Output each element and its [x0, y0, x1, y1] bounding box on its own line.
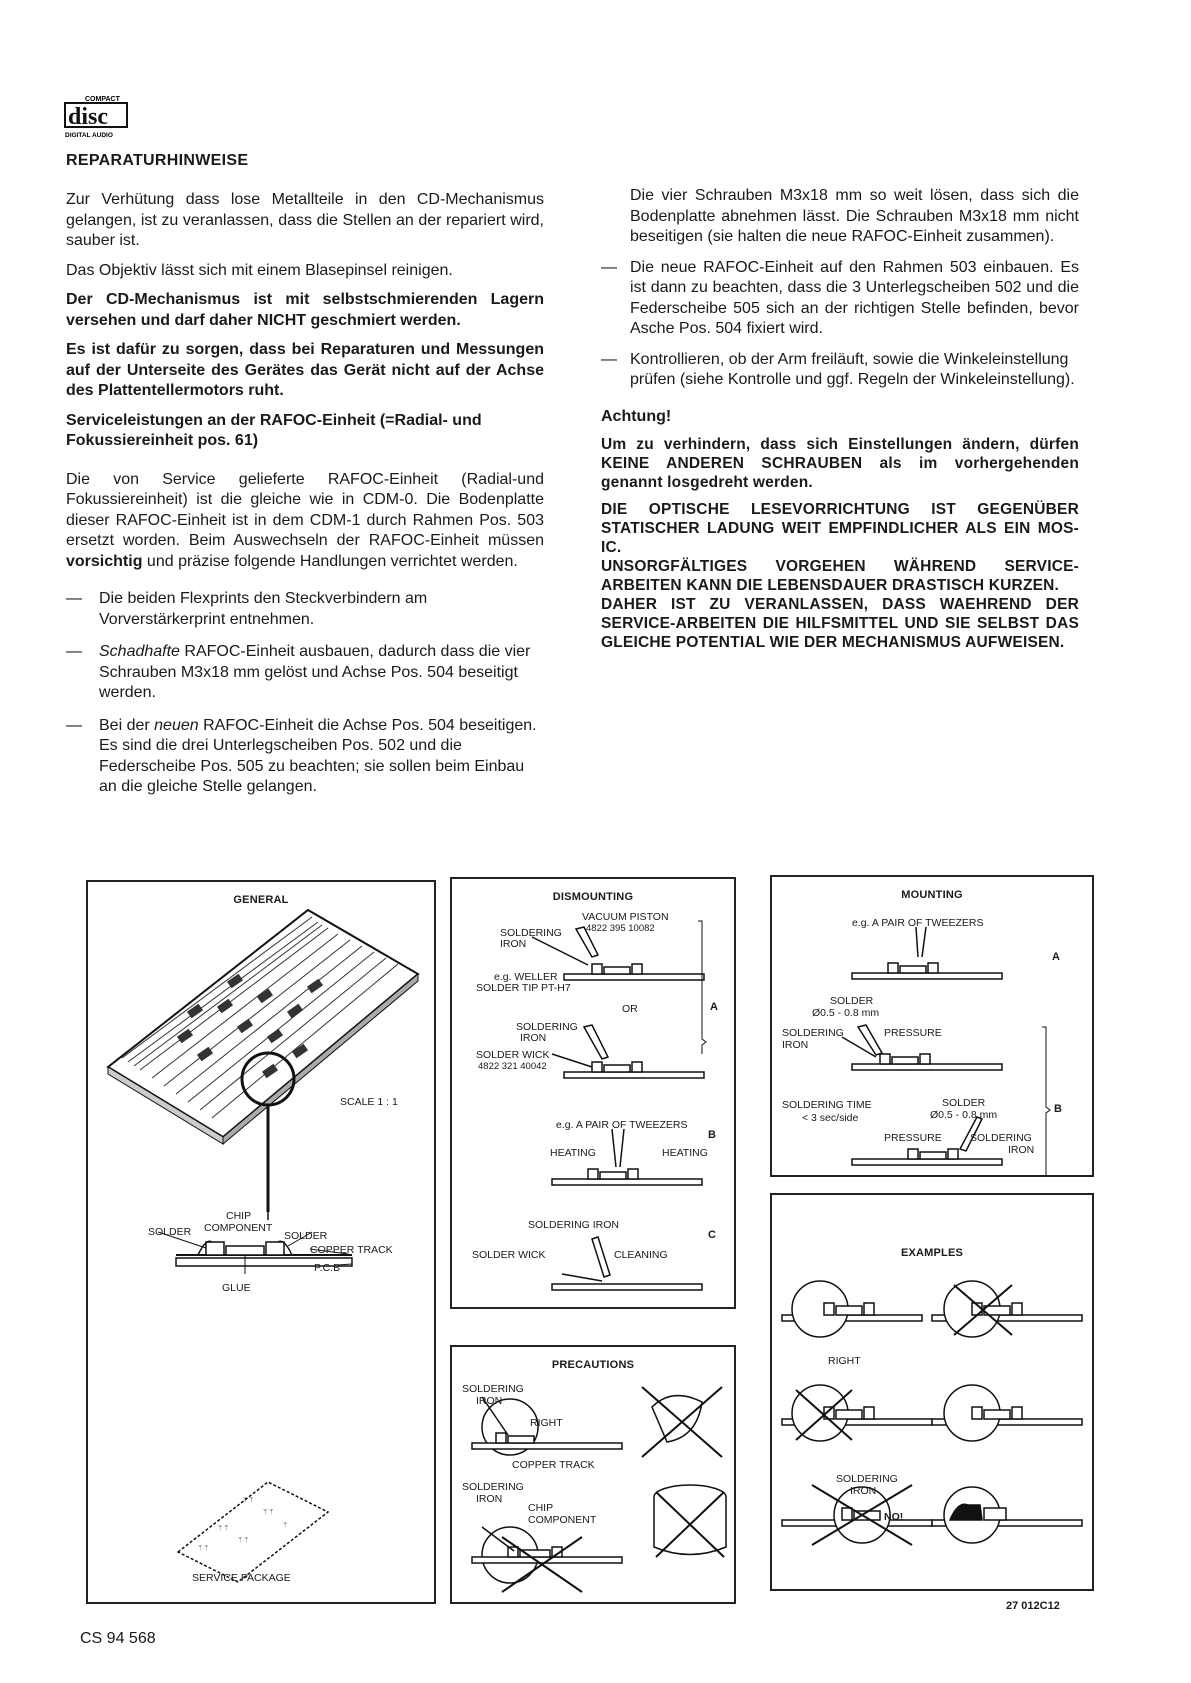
step-new-b: neuen [154, 716, 199, 734]
dis-vacuum: VACUUM PISTON [582, 911, 669, 923]
pre-iron-2: IRON [476, 1493, 503, 1505]
mnt-time-value: < 3 sec/side [802, 1112, 859, 1124]
mnt-time: SOLDERING TIME [782, 1099, 872, 1111]
mnt-letter-b: B [1054, 1103, 1062, 1115]
svg-text:ᛘ ᛘ: ᛘ ᛘ [263, 1509, 274, 1516]
mnt-soldering: SOLDERING [782, 1027, 844, 1039]
compact-disc-logo [63, 93, 131, 141]
figure-mounting [770, 875, 1094, 1177]
general-scale: SCALE 1 : 1 [340, 1096, 398, 1108]
dis-tweezers: e.g. A PAIR OF TWEEZERS [556, 1119, 688, 1131]
dis-heating-left: HEATING [550, 1147, 596, 1159]
paragraph-lens: Das Objektiv lässt sich mit einem Blasepinsel reinigen. [66, 261, 453, 279]
figure-examples [770, 1193, 1094, 1591]
page-heading: REPARATURHINWEISE [66, 152, 249, 169]
svg-text:ᛘ ᛘ: ᛘ ᛘ [198, 1545, 209, 1552]
left-column [66, 190, 544, 807]
paragraph-lubrication: Der CD-Mechanismus ist mit selbstschmierenden Lagern versehen und darf daher NICHT geschmiert werden. [66, 291, 544, 329]
warning-careless: UNSORGFÄLTIGES VORGEHEN WÄHREND SERVICE-ARBEITEN KANN DIE LEBENSDAUER DRASTISCH KURZEN. [601, 558, 1079, 594]
ex-iron: IRON [850, 1485, 877, 1497]
svg-text:ᛘ: ᛘ [283, 1522, 288, 1529]
step-new-unit [66, 716, 544, 798]
pre-chip: CHIP [528, 1502, 554, 1514]
general-service-package: SERVICE PACKAGE [192, 1572, 291, 1584]
mnt-pressure: PRESSURE [884, 1027, 942, 1039]
svg-text:ᛘ ᛘ: ᛘ ᛘ [243, 1497, 254, 1504]
pre-component: COMPONENT [528, 1514, 597, 1526]
general-solder-right: SOLDER [284, 1230, 328, 1242]
mnt-tweezers: e.g. A PAIR OF TWEEZERS [852, 917, 984, 929]
step-new-a: Bei der [99, 716, 150, 734]
dismounting-title: DISMOUNTING [552, 891, 634, 903]
mnt-solder-2: SOLDER [942, 1097, 986, 1109]
dis-soldering-2: SOLDERING [516, 1021, 578, 1033]
step-remove-b: RAFOC-Einheit ausbauen, dadurch dass die vier Schrauben M3x18 mm gelöst und Achse Pos. 504 beseitigt werden. [99, 643, 531, 701]
general-glue: GLUE [222, 1282, 251, 1294]
document-code: CS 94 568 [80, 1630, 156, 1647]
achtung-label: Achtung! [601, 407, 672, 425]
figure-general [86, 880, 436, 1604]
step-remove-unit [66, 642, 544, 704]
mnt-iron-2: IRON [1008, 1144, 1035, 1156]
general-solder-left: SOLDER [148, 1226, 192, 1238]
general-component: COMPONENT [204, 1222, 273, 1234]
pre-copper: COPPER TRACK [512, 1459, 595, 1471]
right-step-mount: — Die neue RAFOC-Einheit auf den Rahmen 503 einbauen. Es ist dann zu beachten, dass die 3 Unterlegscheiben 502 und die Federscheibe 505 sich an der richtigen Stelle befinden, bevor Asche Pos. 504 fixiert wird. [601, 258, 1079, 340]
paragraph-service-title: Serviceleistungen an der RAFOC-Einheit (=Radial- und Fokussiereinheit pos. 61) [66, 411, 482, 449]
ex-right: RIGHT [828, 1355, 861, 1367]
svg-text:DIGITAL AUDIO: DIGITAL AUDIO [65, 132, 113, 139]
dis-heating-right: HEATING [662, 1147, 708, 1159]
ex-no: NO! [884, 1511, 904, 1523]
mnt-soldering-2: SOLDERING [970, 1132, 1032, 1144]
paragraph-rafoc [66, 470, 544, 573]
mounting-title: MOUNTING [901, 889, 963, 901]
mnt-solder: SOLDER [830, 995, 874, 1007]
rafoc-text-a: Die von Service gelieferte RAFOC-Einheit (Radial-und Fokussiereinheit) ist die gleiche wie in CDM-0. Die Bodenplatte dieser RAFOC-Einheit ist in dem CDM-1 durch Rahmen Pos. 503 ersetzt worden. Beim Auswechseln der RAFOC-Einheit müssen [66, 470, 544, 549]
dis-vacuum-no: 4822 395 10082 [586, 923, 655, 934]
general-copper-track: COPPER TRACK [310, 1244, 393, 1256]
dis-letter-a: A [710, 1001, 718, 1013]
pre-soldering-1: SOLDERING [462, 1383, 524, 1395]
pre-right: RIGHT [530, 1417, 563, 1429]
dis-letter-c: C [708, 1229, 716, 1241]
dis-letter-b: B [708, 1129, 716, 1141]
svg-text:ᛘ ᛘ: ᛘ ᛘ [238, 1537, 249, 1544]
right-step-check: — Kontrollieren, ob der Arm freiläuft, sowie die Winkeleinstellung prüfen (siehe Kontrolle und ggf. Regeln der Winkeleinstellung). [601, 350, 1079, 391]
mnt-solder-2-dim: Ø0.5 - 0.8 mm [930, 1109, 998, 1121]
step-remove-a: Schadhafte [99, 643, 180, 660]
general-pcb: P.C.B [314, 1262, 341, 1274]
dis-or: OR [622, 1003, 638, 1015]
pre-soldering-2: SOLDERING [462, 1481, 524, 1493]
dis-wick-no: 4822 321 40042 [478, 1061, 547, 1072]
general-chip: CHIP [226, 1210, 252, 1222]
precautions-title: PRECAUTIONS [551, 1359, 635, 1371]
examples-drawing [772, 1195, 1092, 1589]
dis-weller: e.g. WELLER [494, 971, 558, 983]
warning-potential: DAHER IST ZU VERANLASSEN, DASS WAEHREND DER SERVICE-ARBEITEN DIE HILFSMITTEL UND SIE SELBST DAS GLEICHE POTENTIAL WIE DER MECHANISMUS AUFWEISEN. [601, 596, 1079, 651]
svg-text:COMPACT: COMPACT [85, 96, 120, 103]
general-title: GENERAL [233, 894, 289, 906]
step-flexprints: — Die beiden Flexprints den Steckverbindern am Vorverstärkerprint entnehmen. [66, 589, 544, 630]
figure-code: 27 012C12 [1006, 1600, 1060, 1612]
mnt-solder-dim: Ø0.5 - 0.8 mm [812, 1007, 880, 1019]
rafoc-text-c: und präzise folgende Handlungen verrichtet werden. [146, 552, 518, 570]
mnt-iron: IRON [782, 1039, 809, 1051]
dis-soldering-1: SOLDERING [500, 927, 562, 939]
pre-iron-1: IRON [476, 1395, 503, 1407]
paragraph-intro: Zur Verhütung dass lose Metallteile in den CD-Mechanismus gelangen, ist zu veranlassen, dass die Stellen an der repariert wird, sauber ist. [66, 191, 544, 249]
mnt-pressure-2: PRESSURE [884, 1132, 942, 1144]
paragraph-repair-support: Es ist dafür zu sorgen, dass bei Reparaturen und Messungen auf der Unterseite des Gerätes das Gerät nicht auf der Achse des Plattentellermotors ruht. [66, 341, 544, 399]
step-new-c: RAFOC-Einheit die Achse Pos. 504 beseitigen. Es sind die drei Unterlegscheiben Pos. 502 und die Federscheibe Pos. 505 zu beachten; sie sollen beim Einbau an die gleiche Stelle gelangen. [99, 716, 537, 795]
dis-iron-2: IRON [520, 1032, 547, 1044]
dis-wick-2: SOLDER WICK [472, 1249, 546, 1261]
svg-text:ᛘ ᛘ: ᛘ ᛘ [218, 1525, 229, 1532]
examples-title: EXAMPLES [900, 1247, 964, 1259]
dismounting-drawing [452, 879, 734, 1307]
dis-solder-tip: SOLDER TIP PT-H7 [476, 982, 571, 994]
mnt-letter-a: A [1052, 951, 1060, 963]
svg-text:disc: disc [68, 104, 109, 130]
dis-iron-1: IRON [500, 938, 527, 950]
ex-soldering: SOLDERING [836, 1473, 898, 1485]
dis-cleaning: CLEANING [614, 1249, 668, 1261]
rafoc-text-b: vorsichtig [66, 552, 143, 570]
dis-wick: SOLDER WICK [476, 1049, 550, 1061]
dis-soldering-iron: SOLDERING IRON [528, 1219, 620, 1231]
general-drawing [88, 882, 434, 1602]
warning-static: DIE OPTISCHE LESEVORRICHTUNG IST GEGENÜBER STATISCHER LADUNG WEIT EMPFINDLICHER ALS EIN MOS-IC. [601, 501, 1079, 556]
right-paragraph-screws: Die vier Schrauben M3x18 mm so weit lösen, dass sich die Bodenplatte abnehmen lässt. Die Schrauben M3x18 mm nicht beseitigen (sie halten die neue RAFOC-Einheit zusammen). [630, 187, 1079, 245]
warning-screws: Um zu verhindern, dass sich Einstellungen ändern, dürfen KEINE ANDEREN SCHRAUBEN als im vorhergehenden genannt losgedreht werden. [601, 436, 1079, 491]
right-column [601, 186, 1079, 652]
figure-dismounting [450, 877, 736, 1309]
figure-precautions [450, 1345, 736, 1604]
